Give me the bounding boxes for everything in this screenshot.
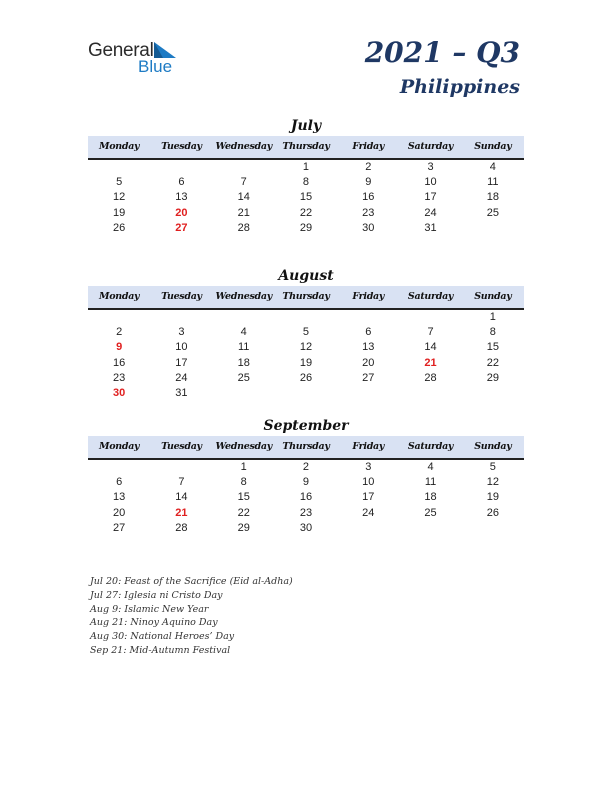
week-row [88,521,524,536]
day-cell: 14 [175,491,188,504]
empty-cell [462,386,524,401]
day-cell: 10 [424,176,437,189]
empty-cell [337,521,399,536]
holiday-note: Aug 9: Islamic New Year [90,603,209,615]
day-cell: 1 [240,461,247,473]
week-row [88,160,524,175]
day-cell: 19 [486,491,499,504]
day-cell: 8 [489,326,496,339]
day-cell: 25 [237,371,250,384]
day-cell: 20 [113,506,126,519]
empty-cell [399,386,461,401]
day-cell: 8 [302,176,310,189]
weekday-wednesday: Wednesday [215,441,272,452]
day-cell: 27 [175,221,188,234]
day-cell: 18 [486,191,499,204]
empty-cell [150,310,212,325]
month-july [88,116,524,236]
weekday-sunday: Sunday [474,141,512,152]
week-row [88,325,524,340]
day-cell: 25 [424,506,437,519]
day-cell: 29 [486,371,499,384]
day-cell: 26 [486,506,499,519]
weekday-friday: Friday [352,441,385,452]
day-cell: 28 [175,521,188,534]
day-cell: 6 [365,326,372,339]
day-cell: 27 [113,521,126,534]
day-cell: 15 [299,191,313,204]
week-row [88,506,524,521]
weekday-saturday: Saturday [407,141,454,152]
empty-cell [88,460,150,475]
day-cell: 20 [362,356,375,369]
day-cell: 19 [299,356,313,369]
holiday-notes [90,575,293,658]
weekday-monday: Monday [99,441,140,452]
day-cell: 10 [362,476,375,489]
weekday-sunday: Sunday [474,291,512,302]
day-cell: 4 [240,326,247,339]
week-row [88,221,524,236]
day-cell: 24 [362,506,375,519]
day-cell: 9 [302,476,310,489]
holiday-note: Aug 30: National Heroes’ Day [90,631,235,643]
weekday-monday: Monday [99,141,140,152]
day-cell: 1 [489,311,496,323]
day-cell: 5 [302,326,310,339]
month-name: September [263,418,349,434]
weekday-tuesday: Tuesday [161,291,202,302]
empty-cell [88,310,150,325]
day-cell: 23 [299,506,313,519]
day-cell: 6 [116,476,123,489]
day-cell: 8 [240,476,247,489]
day-cell: 28 [424,371,437,384]
day-cell: 30 [113,386,126,399]
day-cell: 24 [175,371,188,384]
weekday-wednesday: Wednesday [215,141,272,152]
day-cell: 23 [362,206,375,219]
holiday-note: Aug 21: Ninoy Aquino Day [90,617,218,629]
day-cell: 30 [299,521,313,534]
day-cell: 3 [365,461,372,473]
day-cell: 7 [427,326,434,339]
day-cell: 26 [299,371,313,384]
day-cell: 12 [486,476,499,489]
logo [88,40,188,76]
month-august [88,266,524,401]
month-name: August [278,268,334,284]
day-cell: 28 [237,221,250,234]
country-subtitle: Philippines [399,76,520,98]
day-cell: 21 [237,206,250,219]
week-row [88,206,524,221]
empty-cell [88,160,150,175]
day-cell: 22 [299,206,313,219]
week-row [88,371,524,386]
day-cell: 14 [237,191,250,204]
day-cell: 6 [178,176,185,189]
month-name: July [290,118,322,134]
empty-cell [399,310,461,325]
day-cell: 29 [237,521,250,534]
weekday-saturday: Saturday [407,441,454,452]
weekday-header [88,436,524,460]
day-cell: 17 [362,491,375,504]
empty-cell [275,386,337,401]
day-cell: 23 [113,371,126,384]
weekday-friday: Friday [352,141,385,152]
week-row [88,175,524,190]
logo-text-blue: Blue [138,57,173,76]
day-cell: 29 [299,221,313,234]
month-september [88,416,524,536]
weekday-tuesday: Tuesday [161,441,202,452]
day-cell: 3 [178,326,185,339]
day-cell: 25 [486,206,499,219]
day-cell: 4 [489,161,496,173]
day-cell: 11 [487,176,499,189]
empty-cell [462,521,524,536]
day-cell: 20 [175,206,188,219]
weekday-thursday: Thursday [282,441,330,452]
week-row [88,460,524,475]
day-cell: 5 [489,461,496,473]
day-cell: 9 [365,176,372,189]
weekday-friday: Friday [352,291,385,302]
day-cell: 11 [424,476,437,489]
day-cell: 18 [424,491,437,504]
day-cell: 13 [113,491,126,504]
day-cell: 21 [175,506,188,519]
day-cell: 18 [237,356,250,369]
day-cell: 31 [175,386,188,399]
day-cell: 26 [113,221,126,234]
day-cell: 13 [175,191,188,204]
day-cell: 16 [113,356,126,369]
empty-cell [213,386,275,401]
day-cell: 19 [113,206,126,219]
empty-cell [150,160,212,175]
day-cell: 11 [237,341,250,354]
weekday-thursday: Thursday [282,291,330,302]
day-grid [88,460,524,536]
week-row [88,340,524,355]
week-row [88,386,524,401]
day-cell: 24 [424,206,437,219]
week-row [88,356,524,371]
weekday-wednesday: Wednesday [215,291,272,302]
weekday-tuesday: Tuesday [161,141,202,152]
weekday-thursday: Thursday [282,141,330,152]
day-cell: 22 [237,506,250,519]
empty-cell [337,386,399,401]
day-cell: 15 [237,491,250,504]
weekday-header [88,286,524,310]
day-cell: 2 [116,326,123,339]
week-row [88,490,524,505]
logo-text-general: General [88,40,154,61]
empty-cell [462,221,524,236]
weekday-header [88,136,524,160]
day-cell: 2 [302,461,310,473]
week-row [88,475,524,490]
week-row [88,190,524,205]
day-cell: 17 [175,356,188,369]
day-cell: 16 [362,191,375,204]
day-cell: 16 [299,491,313,504]
day-cell: 17 [424,191,437,204]
day-cell: 5 [116,176,123,189]
empty-cell [275,310,337,325]
day-cell: 13 [362,341,375,354]
empty-cell [213,160,275,175]
holiday-note: Sep 21: Mid-Autumn Festival [90,644,231,656]
day-cell: 7 [240,176,247,189]
day-cell: 30 [362,221,375,234]
day-cell: 22 [486,356,499,369]
day-cell: 3 [427,161,434,173]
day-cell: 31 [424,221,437,234]
day-cell: 4 [427,461,434,473]
day-cell: 14 [424,341,437,354]
day-cell: 12 [113,191,126,204]
page-title: 2021 – Q3 [364,36,520,69]
day-cell: 15 [486,341,499,354]
week-row [88,310,524,325]
holiday-note: Jul 27: Iglesia ni Cristo Day [90,589,223,601]
holiday-note: Jul 20: Feast of the Sacrifice (Eid al-Adha) [90,576,293,587]
day-cell: 27 [362,371,375,384]
empty-cell [213,310,275,325]
weekday-sunday: Sunday [474,441,512,452]
day-cell: 10 [175,341,188,354]
day-cell: 21 [424,356,437,369]
day-cell: 12 [299,341,313,354]
logo-triangle-icon [154,42,178,58]
empty-cell [337,310,399,325]
day-grid [88,310,524,401]
empty-cell [399,521,461,536]
day-grid [88,160,524,236]
weekday-saturday: Saturday [407,291,454,302]
day-cell: 7 [178,476,185,489]
day-cell: 1 [302,161,310,173]
empty-cell [150,460,212,475]
day-cell: 9 [116,341,123,354]
day-cell: 2 [365,161,372,173]
weekday-monday: Monday [99,291,140,302]
